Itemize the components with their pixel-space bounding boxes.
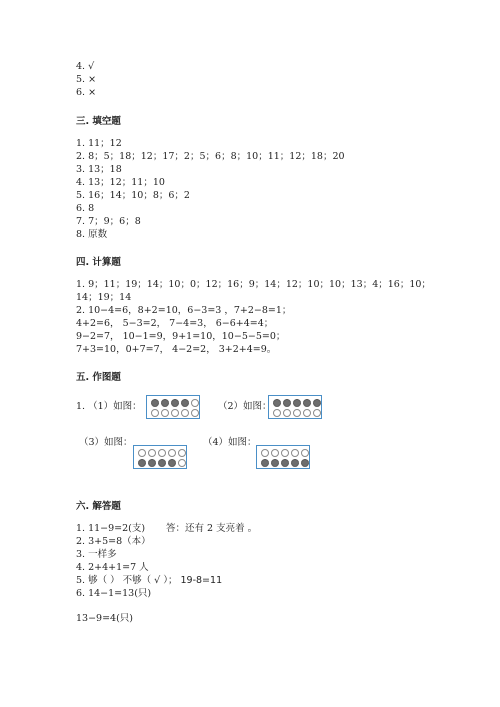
empty-circle-icon [178,449,186,457]
empty-circle-icon [283,409,291,417]
empty-circle-icon [191,399,199,407]
section-heading-fill: 三. 填空题 [76,116,121,127]
filled-circle-icon [148,459,156,467]
filled-circle-icon [181,399,189,407]
ten-frame-row [261,449,309,457]
filled-circle-icon [281,459,289,467]
filled-circle-icon [151,399,159,407]
empty-circle-icon [138,449,146,457]
fill-line: 5. 16；14；10；8；6；2 [76,190,190,201]
filled-circle-icon [293,399,301,407]
calc-line: 14；19；14 [76,292,132,303]
empty-circle-icon [168,449,176,457]
fill-line: 7. 7；9；6；8 [76,216,141,227]
calc-line: 2. 10−4=6，8+2=10，6−3=3 ，7+2−8=1； [76,305,292,316]
solve-line: 4. 2+4+1=7 人 [76,562,149,573]
fill-line: 2. 8；5；18；12；17；2；5；6；8；10；11；12；18；20 [76,151,345,162]
empty-circle-icon [181,409,189,417]
filled-circle-icon [303,399,311,407]
answer-line: 4. √ [76,61,95,72]
calc-line: 9−2=7， 10−1=9，9+1=10，10−5−5=0； [76,331,286,342]
solve-line5-choice: 5. 够（ ） 不够（ √ ）； [76,575,178,586]
empty-circle-icon [148,449,156,457]
empty-circle-icon [293,409,301,417]
filled-circle-icon [158,459,166,467]
filled-circle-icon [273,399,281,407]
calc-line: 4+2=6， 5−3=2， 7−4=3， 6−6+4=4； [76,318,274,329]
solve-line: 3. 一样多 [76,549,117,560]
answer-line: 6. × [76,87,97,98]
solve-line: 1. 11−9=2(支) [76,523,146,534]
ten-frame-row [273,399,321,407]
empty-circle-icon [281,449,289,457]
empty-circle-icon [313,409,321,417]
ten-frame-row [273,409,321,417]
solve-line: 2. 3+5=8（本） [76,536,151,547]
filled-circle-icon [283,399,291,407]
draw-item-label: 1. （1）如图： [76,401,142,412]
empty-circle-icon [161,409,169,417]
ten-frame [146,395,200,419]
ten-frame-row [151,399,199,407]
section-heading-solve: 六. 解答题 [76,501,121,512]
draw-item-label: （4）如图： [203,437,257,448]
ten-frame [268,395,322,419]
ten-frame [256,445,310,469]
draw-item-label: （3）如图： [79,437,133,448]
empty-circle-icon [303,409,311,417]
section-heading-calc: 四. 计算题 [76,257,121,268]
empty-circle-icon [151,409,159,417]
filled-circle-icon [271,459,279,467]
solve-line5-formula: 19-8=11 [180,575,223,586]
ten-frame-row [138,459,186,467]
fill-line: 3. 13；18 [76,164,122,175]
empty-circle-icon [271,449,279,457]
empty-circle-icon [291,449,299,457]
filled-circle-icon [138,459,146,467]
empty-circle-icon [261,449,269,457]
solve-line: 6. 14−1=13(只) [76,588,152,599]
filled-circle-icon [313,399,321,407]
filled-circle-icon [171,399,179,407]
fill-line: 6. 8 [76,203,95,214]
filled-circle-icon [291,459,299,467]
fill-line: 8. 原数 [76,229,108,240]
draw-item-label: （2）如图： [218,401,272,412]
filled-circle-icon [261,459,269,467]
ten-frame [133,445,187,469]
filled-circle-icon [168,459,176,467]
ten-frame-row [151,409,199,417]
solve-line: 13−9=4(只) [76,613,134,624]
empty-circle-icon [171,409,179,417]
solve-answer: 答：还有 2 支亮着 。 [166,523,258,534]
answer-line: 5. × [76,74,97,85]
empty-circle-icon [178,459,186,467]
fill-line: 4. 13；12；11；10 [76,177,165,188]
section-heading-draw: 五. 作图题 [76,372,121,383]
empty-circle-icon [301,449,309,457]
calc-line: 7+3=10，0+7=7， 4−2=2， 3+2+4=9。 [76,344,277,355]
ten-frame-row [261,459,309,467]
filled-circle-icon [301,459,309,467]
empty-circle-icon [191,409,199,417]
empty-circle-icon [273,409,281,417]
fill-line: 1. 11；12 [76,138,122,149]
solve-line [76,575,222,587]
calc-line: 1. 9；11；19；14；10；0；12；16；9；14；12；10；10；13；4；16；10； [76,279,431,290]
filled-circle-icon [161,399,169,407]
empty-circle-icon [158,449,166,457]
ten-frame-row [138,449,186,457]
